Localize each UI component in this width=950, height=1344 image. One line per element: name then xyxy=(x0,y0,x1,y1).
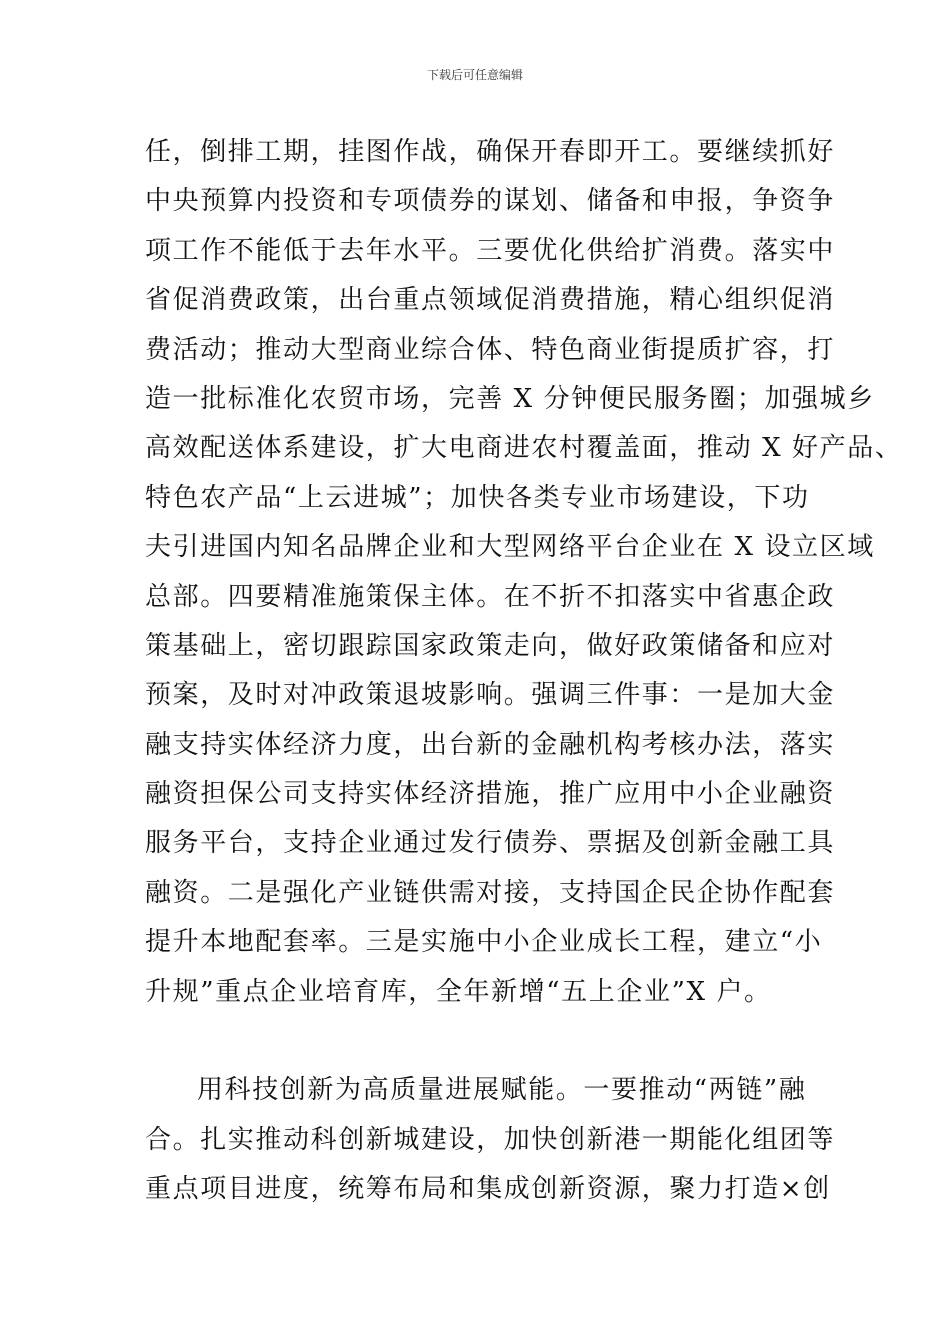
header-note: 下载后可任意编辑 xyxy=(426,68,523,82)
text-line: 提升本地配套率。三是实施中小企业成长工程，建立“小 xyxy=(145,927,823,958)
text-line: 夫引进国内知名品牌企业和大型网络平台企业在 X 设立区域 xyxy=(145,532,875,563)
paragraph-gap xyxy=(145,1017,825,1066)
text-line: 中央预算内投资和专项债券的谋划、储备和申报，争资争 xyxy=(145,186,836,217)
paragraph-2 xyxy=(145,1066,836,1214)
text-line: 特色农产品“上云进城”；加快各类专业市场建设，下功 xyxy=(145,482,810,513)
text-line: 省促消费政策，出台重点领域促消费措施，精心组织促消 xyxy=(145,285,836,316)
paragraph-1 xyxy=(145,128,903,1017)
text-line: 高效配送体系建设，扩大电商进农村覆盖面，推动 X 好产品、 xyxy=(145,433,903,464)
text-line: 任，倒排工期，挂图作战，确保开春即开工。要继续抓好 xyxy=(145,137,836,167)
text-line: 升规”重点企业培育库，全年新增“五上企业”X 户。 xyxy=(145,976,772,1007)
text-line: 预案，及时对冲政策退坡影响。强调三件事：一是加大金 xyxy=(145,680,836,711)
text-line: 合。扎实推动科创新城建设，加快创新港一期能化组团等 xyxy=(145,1124,836,1155)
document-body xyxy=(145,128,903,1215)
text-line: 融资担保公司支持实体经济措施，推广应用中小企业融资 xyxy=(145,779,836,810)
text-line: 服务平台，支持企业通过发行债券、票据及创新金融工具 xyxy=(145,828,836,859)
text-line: 用科技创新为高质量进展赋能。一要推动“两链”融 xyxy=(197,1075,807,1106)
text-line: 融资。二是强化产业链供需对接，支持国企民企协作配套 xyxy=(145,877,836,908)
text-line: 融支持实体经济力度，出台新的金融机构考核办法，落实 xyxy=(145,729,836,760)
text-line: 造一批标准化农贸市场，完善 X 分钟便民服务圈；加强城乡 xyxy=(145,383,875,414)
text-line: 项工作不能低于去年水平。三要优化供给扩消费。落实中 xyxy=(145,235,836,266)
text-line: 费活动；推动大型商业综合体、特色商业街提质扩容，打 xyxy=(145,334,836,365)
text-line: 重点项目进度，统筹布局和集成创新资源，聚力打造×创 xyxy=(145,1174,831,1205)
text-line: 策基础上，密切跟踪国家政策走向，做好政策储备和应对 xyxy=(145,630,836,661)
text-line: 总部。四要精准施策保主体。在不折不扣落实中省惠企政 xyxy=(145,581,836,612)
